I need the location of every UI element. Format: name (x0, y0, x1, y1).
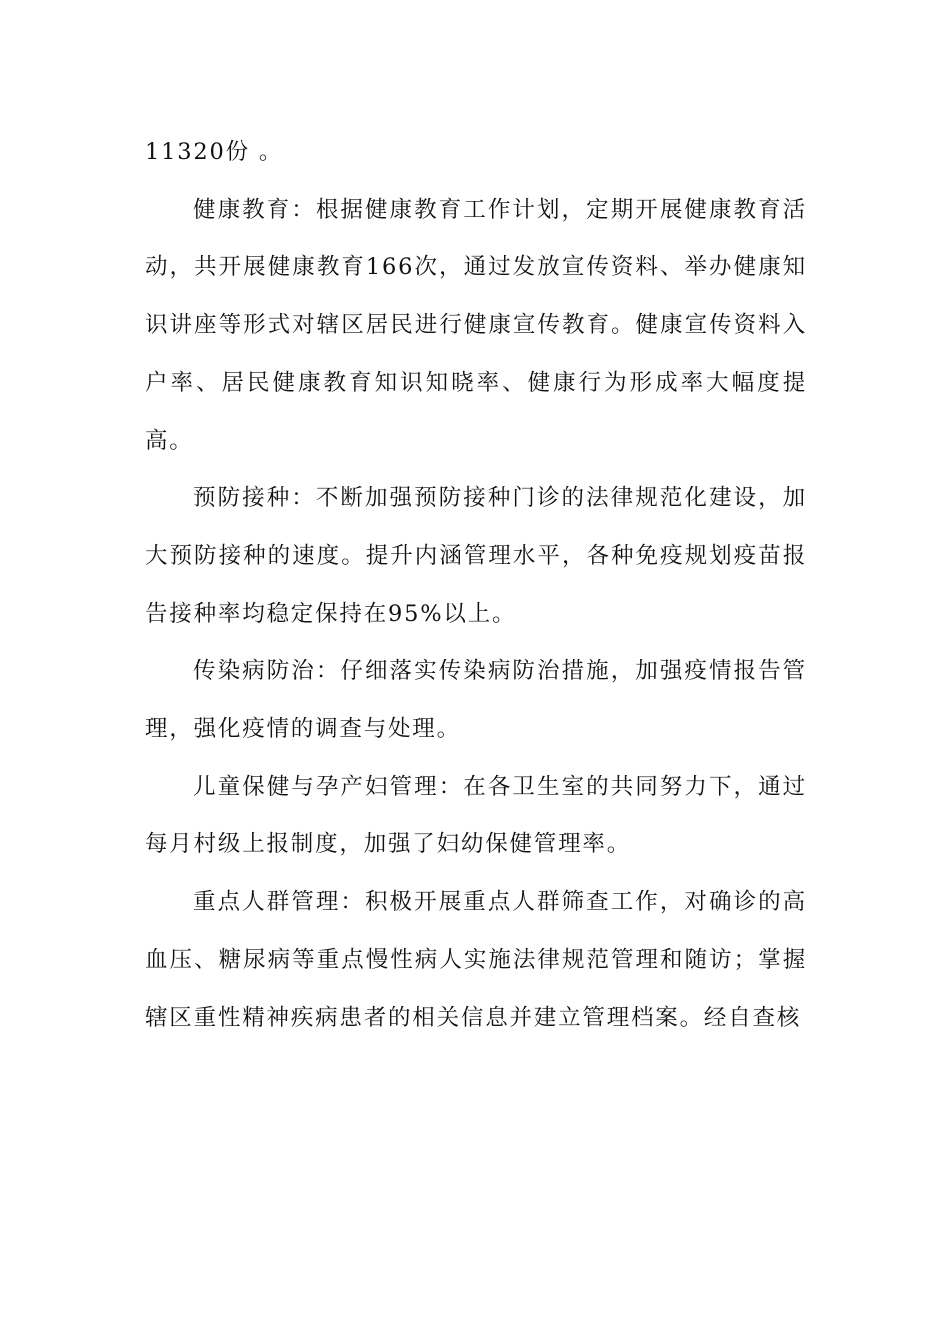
paragraph-vaccination: 预防接种：不断加强预防接种门诊的法律规范化建设，加大预防接种的速度。提升内涵管理水平，各种免疫规划疫苗报告接种率均稳定保持在95%以上。 (145, 485, 807, 627)
document-body (145, 124, 807, 1047)
paragraph-health-education: 健康教育：根据健康教育工作计划，定期开展健康教育活动，共开展健康教育166次，通过发放宣传资料、举办健康知识讲座等形式对辖区居民进行健康宣传教育。健康宣传资料入户率、居民健康教育知识知晓率、健康行为形成率大幅度提高。 (145, 196, 807, 454)
paragraph-child-maternal-care: 儿童保健与孕产妇管理：在各卫生室的共同努力下，通过每月村级上报制度，加强了妇幼保健管理率。 (145, 773, 807, 858)
paragraph-key-population: 重点人群管理：积极开展重点人群筛查工作，对确诊的高血压、糖尿病等重点慢性病人实施法律规范管理和随访；掌握辖区重性精神疾病患者的相关信息并建立管理档案。经自查核 (145, 889, 807, 1031)
paragraph-continuation: 11320份 。 (145, 139, 284, 165)
paragraph-infectious-disease: 传染病防治：仔细落实传染病防治措施，加强疫情报告管理，强化疫情的调查与处理。 (145, 658, 807, 743)
